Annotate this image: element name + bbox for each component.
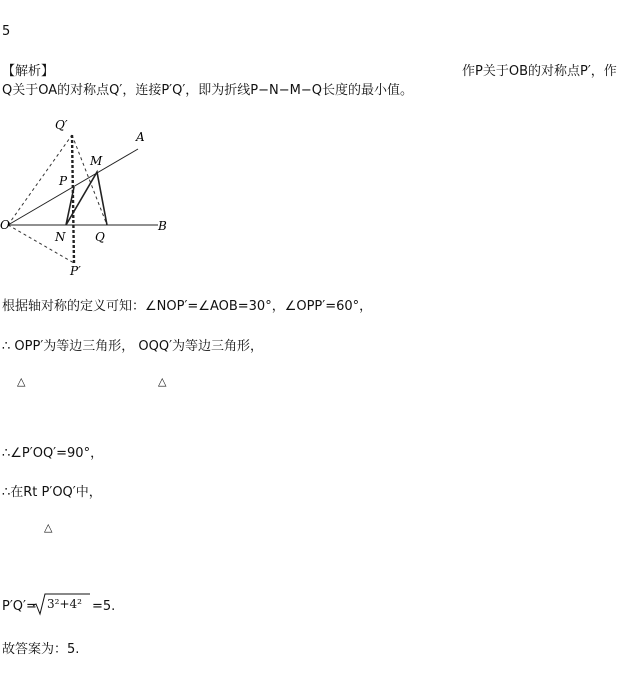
geometry-figure	[0, 115, 180, 280]
formula-right: =5.	[92, 599, 116, 614]
triangle-symbol-2: △	[158, 375, 167, 388]
line-rt-triangle: ∴在Rt P′OQ′中，	[2, 485, 102, 500]
final-answer: 故答案为：5.	[2, 642, 80, 657]
dashed-qprime-q	[72, 135, 107, 225]
label-n: N	[55, 230, 66, 244]
label-q-prime: Q′	[55, 118, 68, 132]
label-a: A	[136, 130, 145, 144]
solution-line1-right: 作P关于OB的对称点P′，作	[462, 64, 617, 79]
label-b: B	[158, 219, 167, 233]
label-p-prime: P′	[70, 264, 81, 278]
answer-number: 5	[2, 24, 11, 39]
solution-line2: Q关于OA的对称点Q′，连接P′Q′，即为折线P−N−M−Q长度的最小值。	[2, 83, 413, 98]
label-o: O	[0, 218, 10, 232]
triangle-symbol-3: △	[44, 521, 53, 534]
line-angle-90: ∴∠P′OQ′=90°，	[2, 446, 104, 461]
formula-radicand: 3²+4²	[47, 597, 82, 611]
label-q: Q	[95, 230, 105, 244]
line-angles: 根据轴对称的定义可知：∠NOP′=∠AOB=30°，∠OPP′=60°，	[2, 299, 373, 314]
line-therefore-equilateral: ∴ OPP′为等边三角形， OQQ′为等边三角形，	[2, 339, 264, 354]
triangle-symbol-1: △	[17, 375, 26, 388]
jiexi-heading: 【解析】	[2, 64, 55, 79]
label-m: M	[90, 154, 103, 168]
formula-left: P′Q′=	[2, 599, 37, 614]
dashed-qprime-pprime	[72, 135, 74, 263]
label-p: P	[59, 174, 68, 188]
